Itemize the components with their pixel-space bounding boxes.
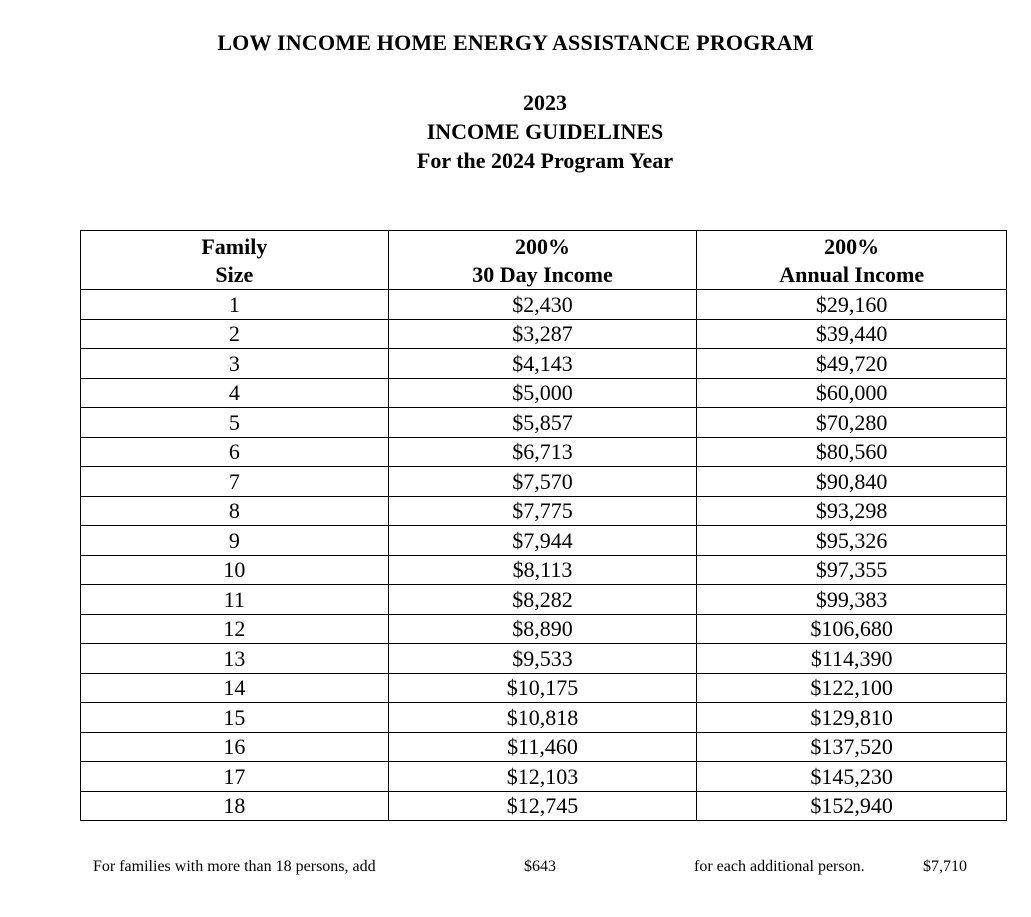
cell-family-size: 12 [81, 614, 389, 644]
subtitle-block [0, 88, 1031, 175]
cell-30-day-income: $5,857 [388, 408, 697, 438]
header-line: Annual Income [779, 262, 925, 287]
cell-30-day-income: $7,570 [388, 467, 697, 497]
cell-30-day-income: $5,000 [388, 378, 697, 408]
table-row [81, 290, 1007, 320]
table-row [81, 673, 1007, 703]
cell-30-day-income: $12,745 [388, 791, 697, 821]
cell-annual-income: $99,383 [697, 585, 1007, 615]
cell-family-size: 3 [81, 349, 389, 379]
table-row [81, 496, 1007, 526]
table-row [81, 349, 1007, 379]
program-year: For the 2024 Program Year [416, 148, 674, 173]
cell-30-day-income: $9,533 [388, 644, 697, 674]
table-row [81, 585, 1007, 615]
table-row [81, 437, 1007, 467]
cell-30-day-income: $6,713 [388, 437, 697, 467]
footer-each-text: for each additional person. [694, 858, 865, 875]
cell-family-size: 5 [81, 408, 389, 438]
cell-family-size: 1 [81, 290, 389, 320]
cell-30-day-income: $8,890 [388, 614, 697, 644]
cell-30-day-income: $8,282 [388, 585, 697, 615]
header-annual-income [697, 231, 1007, 290]
cell-family-size: 8 [81, 496, 389, 526]
cell-family-size: 7 [81, 467, 389, 497]
table-row [81, 703, 1007, 733]
table-row [81, 408, 1007, 438]
table-row [81, 732, 1007, 762]
cell-annual-income: $145,230 [697, 762, 1007, 792]
cell-annual-income: $49,720 [697, 349, 1007, 379]
cell-annual-income: $97,355 [697, 555, 1007, 585]
cell-family-size: 15 [81, 703, 389, 733]
table-row [81, 762, 1007, 792]
cell-30-day-income: $2,430 [388, 290, 697, 320]
table-body [81, 290, 1007, 821]
cell-30-day-income: $3,287 [388, 319, 697, 349]
table-row [81, 614, 1007, 644]
cell-family-size: 2 [81, 319, 389, 349]
cell-family-size: 11 [81, 585, 389, 615]
cell-annual-income: $114,390 [697, 644, 1007, 674]
cell-annual-income: $122,100 [697, 673, 1007, 703]
cell-30-day-income: $10,818 [388, 703, 697, 733]
table-row [81, 644, 1007, 674]
cell-family-size: 13 [81, 644, 389, 674]
table-row [81, 467, 1007, 497]
cell-30-day-income: $12,103 [388, 762, 697, 792]
cell-30-day-income: $7,775 [388, 496, 697, 526]
cell-annual-income: $60,000 [697, 378, 1007, 408]
guideline-year: 2023 [523, 90, 567, 115]
cell-family-size: 9 [81, 526, 389, 556]
footer-annual-add: $7,710 [923, 858, 967, 875]
table-row [81, 526, 1007, 556]
footer-text: For families with more than 18 persons, add [93, 858, 376, 875]
income-guidelines-table [80, 230, 1007, 821]
cell-30-day-income: $4,143 [388, 349, 697, 379]
cell-family-size: 6 [81, 437, 389, 467]
table-row [81, 378, 1007, 408]
cell-family-size: 17 [81, 762, 389, 792]
cell-family-size: 18 [81, 791, 389, 821]
footer-note [0, 858, 1031, 882]
table-row [81, 319, 1007, 349]
cell-family-size: 10 [81, 555, 389, 585]
cell-annual-income: $80,560 [697, 437, 1007, 467]
document-title: LOW INCOME HOME ENERGY ASSISTANCE PROGRAM [217, 30, 814, 55]
cell-annual-income: $129,810 [697, 703, 1007, 733]
header-line: 200% [514, 234, 570, 259]
cell-annual-income: $93,298 [697, 496, 1007, 526]
cell-annual-income: $70,280 [697, 408, 1007, 438]
cell-annual-income: $106,680 [697, 614, 1007, 644]
header-30-day-income [388, 231, 697, 290]
header-line: Size [215, 262, 254, 287]
header-line: 30 Day Income [472, 262, 613, 287]
cell-family-size: 4 [81, 378, 389, 408]
cell-annual-income: $29,160 [697, 290, 1007, 320]
cell-annual-income: $152,940 [697, 791, 1007, 821]
table-row [81, 555, 1007, 585]
cell-30-day-income: $7,944 [388, 526, 697, 556]
cell-30-day-income: $10,175 [388, 673, 697, 703]
cell-family-size: 14 [81, 673, 389, 703]
cell-30-day-income: $8,113 [388, 555, 697, 585]
header-line: Family [201, 234, 268, 259]
table-header-row [81, 231, 1007, 290]
cell-family-size: 16 [81, 732, 389, 762]
header-line: 200% [824, 234, 880, 259]
cell-annual-income: $39,440 [697, 319, 1007, 349]
cell-annual-income: $137,520 [697, 732, 1007, 762]
cell-annual-income: $90,840 [697, 467, 1007, 497]
cell-annual-income: $95,326 [697, 526, 1007, 556]
footer-30-day-add: $643 [524, 858, 556, 875]
header-family-size [81, 231, 389, 290]
cell-30-day-income: $11,460 [388, 732, 697, 762]
table-row [81, 791, 1007, 821]
guideline-subtitle: INCOME GUIDELINES [426, 119, 664, 144]
